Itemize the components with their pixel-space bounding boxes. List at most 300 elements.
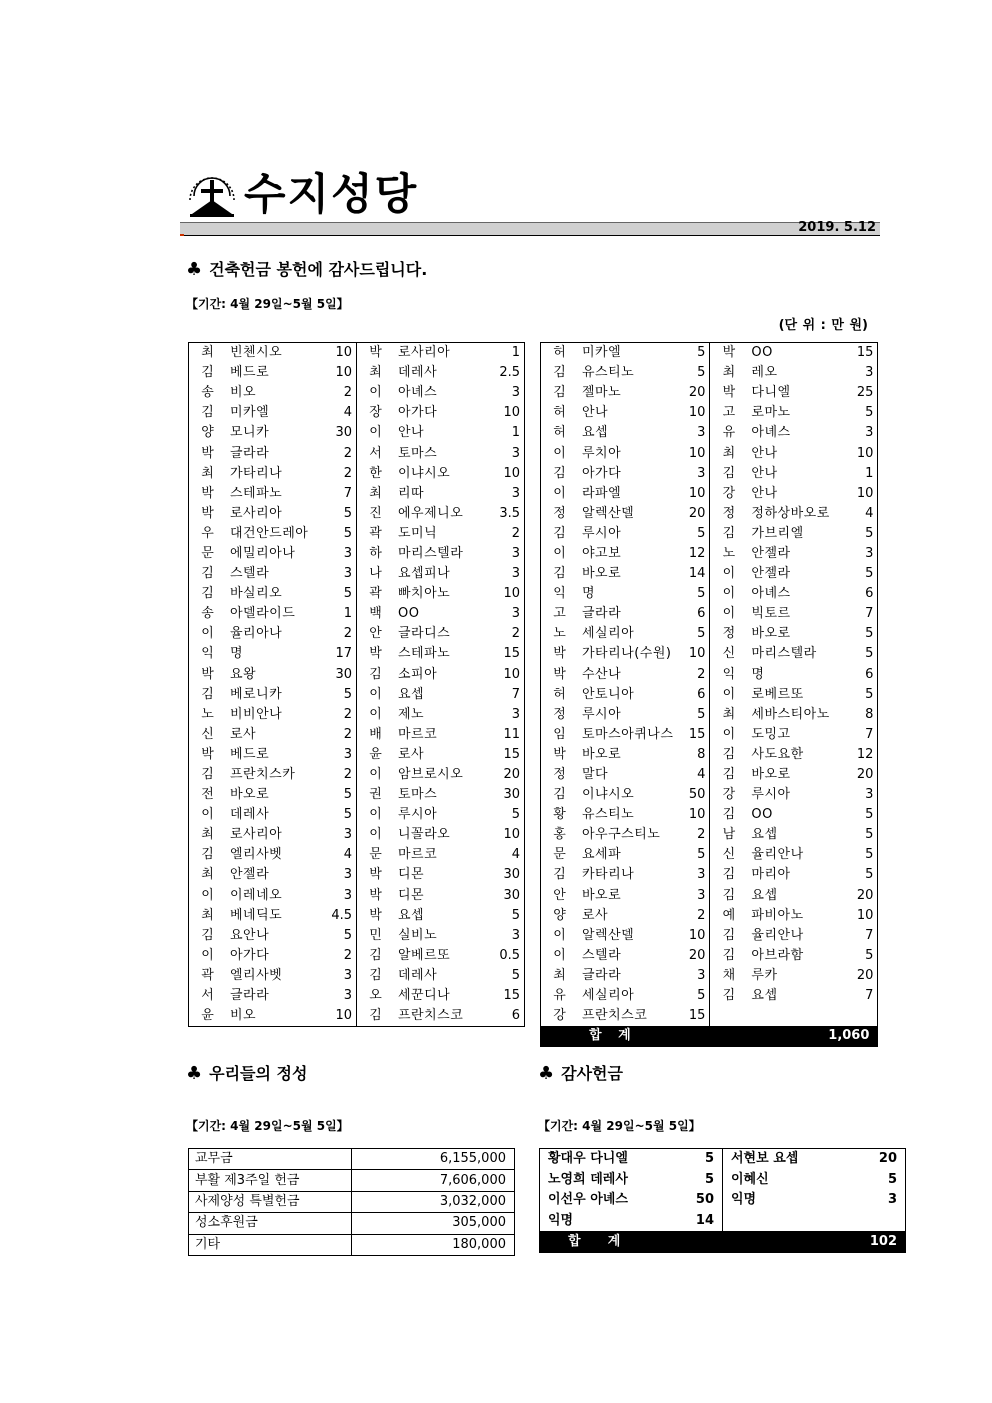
donor-surname: 이 <box>369 686 382 702</box>
donor-row <box>541 383 878 403</box>
donor-amount: 15 <box>673 725 710 745</box>
donor-amount: 30 <box>320 423 357 443</box>
donor-surname: 우 <box>201 525 214 541</box>
donor-given-name: 도밍고 <box>751 726 791 742</box>
donor-amount: 6 <box>865 586 874 602</box>
donor-given-name: 유스티노 <box>582 807 635 823</box>
donor-amount: 10 <box>503 666 520 682</box>
donor-surname: 채 <box>722 967 736 983</box>
donor-row <box>541 564 878 584</box>
donor-amount: 3 <box>865 787 874 803</box>
donor-row <box>541 966 878 986</box>
donor-row <box>541 725 878 745</box>
donor-row <box>189 785 525 805</box>
donor-given-name: 요셉 <box>582 425 609 441</box>
donor-surname: 이 <box>722 726 736 742</box>
thanks-table <box>539 1148 906 1253</box>
donor-given-name: 로사 <box>230 726 257 742</box>
donor-surname: 최 <box>201 465 214 481</box>
donor-surname: 노 <box>722 545 736 561</box>
thanks-total-label: 합 계 <box>540 1231 723 1252</box>
donor-surname: 익 <box>201 646 214 662</box>
donor-row <box>541 785 878 805</box>
donor-given-name: 아가다 <box>230 947 270 963</box>
donor-surname: 박 <box>553 646 566 662</box>
donor-surname: 배 <box>369 726 382 742</box>
donor-given-name: 안나 <box>751 465 778 481</box>
donor-row <box>189 624 525 644</box>
donor-amount: 3 <box>865 365 874 381</box>
donor-amount: 4 <box>320 845 357 865</box>
donor-surname: 강 <box>722 787 736 803</box>
donor-given-name: 안토니아 <box>582 686 635 702</box>
donor-row <box>541 644 878 664</box>
donor-row <box>541 403 878 423</box>
donor-surname: 김 <box>722 525 736 541</box>
donor-surname: 김 <box>369 1008 382 1024</box>
donor-given-name: 비비안나 <box>230 706 283 722</box>
donor-amount: 8 <box>865 706 874 722</box>
donor-amount: 1 <box>865 465 874 481</box>
thanks-row <box>540 1190 906 1211</box>
donor-given-name: 수산나 <box>582 666 622 682</box>
donor-row <box>541 705 878 725</box>
donor-given-name: 빅토르 <box>751 606 791 622</box>
offering-row <box>189 1191 515 1212</box>
donor-given-name: 가타리나 <box>230 465 283 481</box>
donor-amount: 0.5 <box>499 947 520 963</box>
donor-surname: 오 <box>369 988 382 1004</box>
offering-label: 부활 제3주일 헌금 <box>189 1170 352 1191</box>
donor-amount: 3 <box>320 886 357 906</box>
donor-row <box>189 665 525 685</box>
donor-surname: 박 <box>201 666 214 682</box>
donor-given-name: 바오로 <box>582 887 622 903</box>
donor-surname: 익 <box>722 666 736 682</box>
donor-amount: 10 <box>673 926 710 946</box>
donor-amount: 5 <box>320 926 357 946</box>
building-fund-table-left <box>188 342 525 1027</box>
donor-amount: 5 <box>865 867 874 883</box>
donor-given-name: 빈첸시오 <box>230 345 283 361</box>
donor-surname: 곽 <box>369 525 382 541</box>
donor-amount: 7 <box>865 988 874 1004</box>
donor-given-name: 미카엘 <box>582 345 622 361</box>
donor-amount: 3 <box>511 485 520 501</box>
donor-amount: 4 <box>320 403 357 423</box>
donor-given-name: 요셉피나 <box>398 566 451 582</box>
donor-row <box>541 343 878 364</box>
offerings-heading <box>186 1064 307 1084</box>
thanks-heading <box>538 1064 623 1084</box>
donor-amount: 2 <box>511 626 520 642</box>
donor-surname: 김 <box>201 847 214 863</box>
donor-surname: 안 <box>369 626 382 642</box>
donor-surname: 허 <box>553 405 566 421</box>
donor-surname: 최 <box>201 867 214 883</box>
donor-given-name: 루카 <box>751 967 778 983</box>
donor-row <box>189 865 525 885</box>
donor-given-name: 명 <box>751 666 765 682</box>
donor-row <box>541 584 878 604</box>
donor-row <box>189 946 525 966</box>
donor-given-name: 글라라 <box>582 967 622 983</box>
donor-surname: 황 <box>553 807 566 823</box>
donor-given-name: 정하상바오로 <box>751 505 830 521</box>
offering-amount: 6,155,000 <box>352 1149 515 1170</box>
donor-row <box>541 765 878 785</box>
donor-surname: 곽 <box>369 586 382 602</box>
donor-given-name: 빠치아노 <box>398 586 451 602</box>
donor-surname: 김 <box>553 465 566 481</box>
church-logo <box>188 170 236 218</box>
donor-amount: 12 <box>673 544 710 564</box>
donor-surname: 신 <box>722 646 736 662</box>
donor-amount: 5 <box>865 847 874 863</box>
donor-amount: 6 <box>865 666 874 682</box>
donor-given-name: 이냐시오 <box>398 465 451 481</box>
donor-surname: 양 <box>553 907 566 923</box>
donor-given-name: 니꼴라오 <box>398 827 451 843</box>
donor-amount: 5 <box>320 504 357 524</box>
donor-surname: 안 <box>553 887 566 903</box>
donor-surname: 신 <box>722 847 736 863</box>
church-name: 수지성당 <box>244 170 419 220</box>
donor-amount: 10 <box>673 805 710 825</box>
donor-amount: 10 <box>503 586 520 602</box>
donor-given-name: 아우구스티노 <box>582 827 661 843</box>
donor-given-name: 라파엘 <box>582 485 622 501</box>
donor-amount: 3 <box>511 706 520 722</box>
donor-surname: 강 <box>722 485 736 501</box>
thanks-amount: 3 <box>887 1192 897 1208</box>
donor-given-name: 베드로 <box>230 746 270 762</box>
donor-amount: 3 <box>673 423 710 443</box>
donor-amount: 3 <box>320 544 357 564</box>
donor-amount: 20 <box>673 946 710 966</box>
unit-label: (단 위 : 만 원) <box>778 318 868 333</box>
donor-given-name: 아녜스 <box>398 385 438 401</box>
donor-given-name: 미카엘 <box>230 405 270 421</box>
thanks-amount: 50 <box>684 1190 723 1211</box>
donor-given-name: 요셉 <box>751 988 778 1004</box>
donor-amount: 2 <box>320 765 357 785</box>
donor-amount: 50 <box>673 785 710 805</box>
donor-surname: 임 <box>553 726 566 742</box>
donor-given-name: 스텔라 <box>582 947 622 963</box>
donor-amount: 10 <box>320 1006 357 1027</box>
donor-given-name: 루치아 <box>582 445 622 461</box>
thanks-title: 감사헌금 <box>561 1064 623 1083</box>
thanks-total-amount: 102 <box>723 1231 906 1252</box>
donor-surname: 송 <box>201 606 214 622</box>
donor-row <box>189 805 525 825</box>
donor-row <box>541 845 878 865</box>
donor-surname: 김 <box>722 465 736 481</box>
thanks-donor: 이선우 아녜스 <box>548 1192 628 1208</box>
donor-surname: 김 <box>722 947 736 963</box>
donor-row <box>189 363 525 383</box>
donor-surname: 곽 <box>201 967 214 983</box>
donor-surname: 이 <box>201 947 214 963</box>
donor-row <box>189 484 525 504</box>
donor-surname: 박 <box>369 345 382 361</box>
donor-amount: 20 <box>856 967 874 983</box>
donor-row <box>189 403 525 423</box>
donor-row <box>541 504 878 524</box>
donor-amount: 15 <box>673 1006 710 1026</box>
donor-surname: 박 <box>722 345 736 361</box>
donor-amount: 20 <box>673 504 710 524</box>
club-icon: ♣ <box>186 1063 203 1084</box>
donor-amount: 3 <box>511 385 520 401</box>
donor-given-name: 에밀리아나 <box>230 545 296 561</box>
donor-surname: 홍 <box>553 827 566 843</box>
donor-given-name: 알렉산델 <box>582 505 635 521</box>
offerings-table <box>188 1148 515 1256</box>
donor-surname: 박 <box>201 746 214 762</box>
donor-surname: 이 <box>553 545 566 561</box>
donor-amount: 25 <box>856 385 874 401</box>
donor-amount: 3 <box>320 564 357 584</box>
donor-amount: 2 <box>673 825 710 845</box>
donor-amount: 20 <box>856 887 874 903</box>
donor-surname: 문 <box>201 545 214 561</box>
offering-amount: 7,606,000 <box>352 1170 515 1191</box>
donor-given-name: 안젤라 <box>751 566 791 582</box>
donor-amount: 7 <box>320 484 357 504</box>
donor-amount: 4 <box>511 847 520 863</box>
donor-surname: 이 <box>553 947 566 963</box>
donor-row <box>541 926 878 946</box>
donor-amount: 2 <box>511 525 520 541</box>
offerings-title: 우리들의 정성 <box>209 1064 308 1083</box>
donor-surname: 민 <box>369 927 382 943</box>
donor-given-name: 로사리아 <box>398 345 451 361</box>
donor-given-name: 젤마노 <box>582 385 622 401</box>
building-fund-title: 건축헌금 봉헌에 감사드립니다. <box>209 260 428 279</box>
donor-surname: 유 <box>722 425 736 441</box>
donor-given-name: 가타리나(수원) <box>582 646 672 662</box>
donor-surname: 이 <box>722 606 736 622</box>
donor-surname: 문 <box>369 847 382 863</box>
donor-amount: 8 <box>673 745 710 765</box>
donor-amount: 2 <box>320 946 357 966</box>
donor-given-name: 모니카 <box>230 425 270 441</box>
donor-amount: 20 <box>856 767 874 783</box>
club-icon: ♣ <box>186 259 203 280</box>
offering-amount: 180,000 <box>352 1234 515 1255</box>
donor-row <box>189 544 525 564</box>
donor-given-name: 안나 <box>398 425 425 441</box>
thanks-donor: 서현보 요셉 <box>731 1151 799 1167</box>
donor-surname: 김 <box>201 566 214 582</box>
donor-given-name: 가브리엘 <box>751 525 804 541</box>
donor-given-name: 디몬 <box>398 887 425 903</box>
donor-row <box>189 906 525 926</box>
donor-given-name: 아가다 <box>582 465 622 481</box>
donor-given-name: 세실리아 <box>582 626 635 642</box>
total-label: 합 계 <box>541 1026 710 1047</box>
donor-surname: 김 <box>722 807 736 823</box>
donor-row <box>541 604 878 624</box>
donor-amount: 5 <box>865 686 874 702</box>
donor-surname: 강 <box>553 1008 566 1024</box>
donor-given-name: 아녜스 <box>751 586 791 602</box>
donor-row <box>541 524 878 544</box>
donor-given-name: 로사 <box>398 746 425 762</box>
thanks-amount: 14 <box>684 1211 723 1232</box>
donor-surname: 고 <box>722 405 736 421</box>
donor-amount: 2 <box>320 725 357 745</box>
donor-row <box>189 343 525 364</box>
donor-given-name: 엘리사벳 <box>230 847 283 863</box>
donor-given-name: 에우제니오 <box>398 505 464 521</box>
donor-row <box>189 705 525 725</box>
donor-given-name: 프란치스코 <box>398 1008 464 1024</box>
donor-given-name: 프란치스카 <box>230 767 296 783</box>
donor-surname: 예 <box>722 907 736 923</box>
donor-given-name: 요왕 <box>230 666 257 682</box>
donor-row <box>189 443 525 463</box>
donor-surname: 양 <box>201 425 214 441</box>
donor-surname: 김 <box>722 927 736 943</box>
donor-given-name: 토마스 <box>398 445 438 461</box>
bulletin-date: 2019. 5.12 <box>798 220 876 235</box>
donor-amount: 2 <box>673 906 710 926</box>
donor-given-name: 데레사 <box>230 807 270 823</box>
donor-given-name: 암브로시오 <box>398 767 464 783</box>
donor-row <box>189 745 525 765</box>
donor-given-name: 이냐시오 <box>582 787 635 803</box>
thanks-amount: 5 <box>684 1149 723 1170</box>
donor-surname: 정 <box>722 505 736 521</box>
offering-label: 기타 <box>189 1234 352 1255</box>
donor-amount: 10 <box>673 443 710 463</box>
donor-surname: 이 <box>553 445 566 461</box>
donor-amount: 2 <box>320 705 357 725</box>
club-icon: ♣ <box>538 1063 555 1084</box>
thanks-donor <box>723 1211 868 1232</box>
donor-amount: 10 <box>673 403 710 423</box>
donor-given-name: 엘리사벳 <box>230 967 283 983</box>
donor-amount: 5 <box>511 967 520 983</box>
donor-row <box>189 765 525 785</box>
thanks-amount <box>867 1211 906 1232</box>
donor-given-name: 스테파노 <box>398 646 451 662</box>
donor-surname: 김 <box>553 365 566 381</box>
donor-surname: 이 <box>369 807 382 823</box>
donor-given-name: 요셉 <box>398 907 425 923</box>
donor-amount: 1 <box>511 345 520 361</box>
donor-row <box>541 443 878 463</box>
donor-amount: 3 <box>320 966 357 986</box>
donor-surname: 최 <box>201 907 214 923</box>
donor-amount: 1 <box>511 425 520 441</box>
donor-amount: 6 <box>673 685 710 705</box>
donor-surname: 이 <box>722 586 736 602</box>
donor-surname: 최 <box>722 365 736 381</box>
offerings-period: 【기간: 4월 29일~5월 5일】 <box>186 1119 349 1133</box>
donor-row <box>189 886 525 906</box>
donor-given-name: 세꾼디나 <box>398 988 451 1004</box>
donor-given-name: 토마스 <box>398 787 438 803</box>
donor-amount: 3 <box>865 545 874 561</box>
donor-given-name: 베네딕도 <box>230 907 283 923</box>
donor-surname: 김 <box>553 525 566 541</box>
donor-given-name: 아브라함 <box>751 947 804 963</box>
donor-amount: 10 <box>320 343 357 364</box>
donor-surname: 김 <box>369 947 382 963</box>
donor-given-name: 데레사 <box>398 365 438 381</box>
donor-surname: 김 <box>553 787 566 803</box>
donor-amount: 7 <box>865 927 874 943</box>
donor-surname: 이 <box>369 385 382 401</box>
donor-surname: 최 <box>201 827 214 843</box>
donor-row <box>189 845 525 865</box>
donor-amount: 10 <box>856 485 874 501</box>
donor-given-name: 아가다 <box>398 405 438 421</box>
donor-surname: 허 <box>553 345 566 361</box>
donor-amount: 4 <box>865 505 874 521</box>
donor-given-name: 다니엘 <box>751 385 791 401</box>
donor-given-name: 사도요한 <box>751 746 804 762</box>
donor-amount: 5 <box>865 807 874 823</box>
donor-given-name: 명 <box>582 586 596 602</box>
donor-surname: 진 <box>369 505 382 521</box>
donor-given-name: 요셉 <box>751 827 778 843</box>
donor-amount: 2 <box>320 624 357 644</box>
donor-surname: 최 <box>369 365 382 381</box>
donor-given-name: 루시아 <box>751 787 791 803</box>
donor-amount: 5 <box>673 363 710 383</box>
donor-given-name: 세실리아 <box>582 988 635 1004</box>
thanks-row <box>540 1211 906 1232</box>
donor-given-name: 바실리오 <box>230 586 283 602</box>
donor-surname: 노 <box>553 626 566 642</box>
donor-amount: 10 <box>503 465 520 481</box>
donor-row <box>541 685 878 705</box>
donor-surname: 김 <box>722 867 736 883</box>
donor-given-name: 안나 <box>751 445 778 461</box>
donor-given-name: 루시아 <box>398 807 438 823</box>
donor-amount: 3 <box>511 566 520 582</box>
donor-given-name: OO <box>398 606 420 622</box>
donor-surname: 권 <box>369 787 382 803</box>
donor-amount: 5 <box>865 827 874 843</box>
donor-surname: 김 <box>722 767 736 783</box>
donor-surname: 최 <box>722 445 736 461</box>
donor-surname: 나 <box>369 566 382 582</box>
offering-row <box>189 1234 515 1255</box>
donor-given-name: 대건안드레아 <box>230 525 309 541</box>
donor-surname: 이 <box>369 425 382 441</box>
donor-amount: 30 <box>503 787 520 803</box>
donor-row <box>541 665 878 685</box>
donor-amount: 5 <box>673 584 710 604</box>
donor-given-name: 로사 <box>582 907 609 923</box>
donor-amount: 4 <box>673 765 710 785</box>
offering-row <box>189 1149 515 1170</box>
donor-amount: 3 <box>673 865 710 885</box>
donor-amount: 2.5 <box>499 365 520 381</box>
donor-row <box>541 805 878 825</box>
donor-given-name: 명 <box>230 646 244 662</box>
donor-surname: 신 <box>201 726 214 742</box>
header-rule <box>180 222 880 236</box>
donor-surname: 전 <box>201 787 214 803</box>
donor-given-name: 비오 <box>230 385 257 401</box>
